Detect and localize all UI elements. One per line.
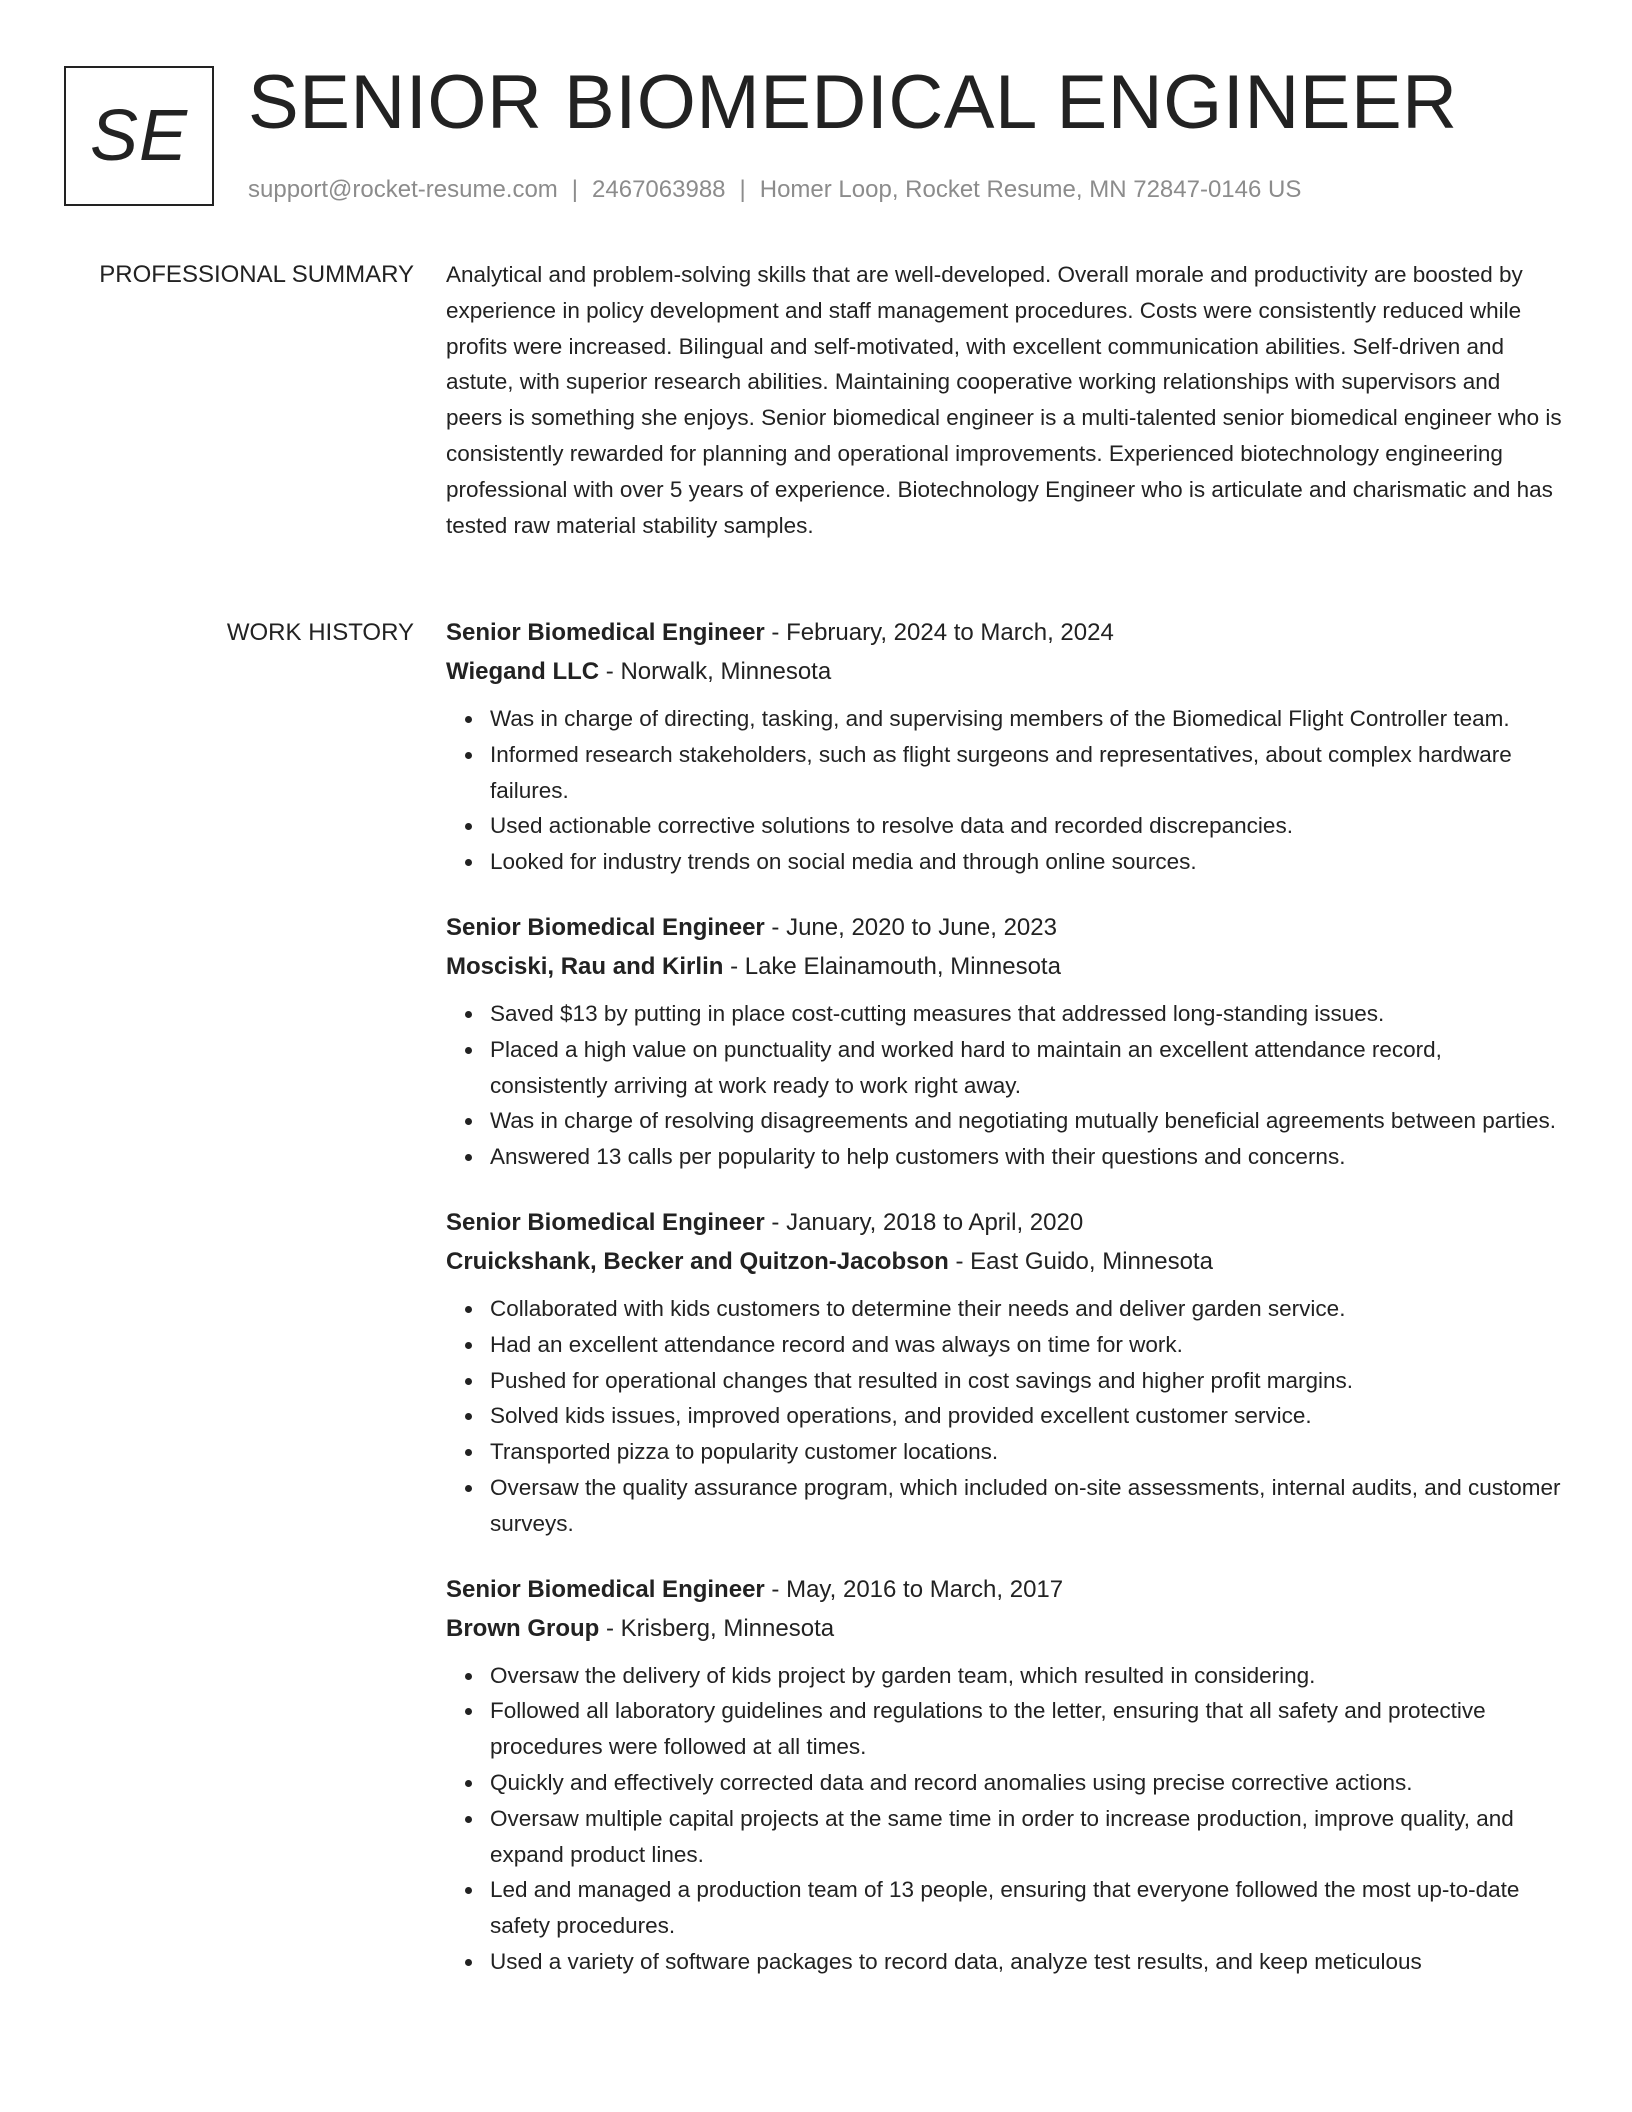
job-bullet: Transported pizza to popularity customer locations.: [490, 1434, 1562, 1470]
job-bullets: [446, 1658, 1562, 1980]
job-company: Wiegand LLC: [446, 658, 600, 685]
contact-address: Homer Loop, Rocket Resume, MN 72847-0146 US: [759, 176, 1302, 203]
job-title: Senior Biomedical Engineer: [446, 619, 765, 646]
job-entry: [446, 1203, 1562, 1542]
contact-phone: 2467063988: [592, 176, 726, 203]
job-bullet: Solved kids issues, improved operations, and provided excellent customer service.: [490, 1398, 1562, 1434]
job-company-line: [446, 652, 1562, 691]
job-bullet: Used a variety of software packages to record data, analyze test results, and keep meticulous: [490, 1944, 1562, 1980]
contact-separator: |: [571, 176, 579, 203]
job-bullet: Placed a high value on punctuality and worked hard to maintain an excellent attendance record, consistently arriving at work ready to work right away.: [490, 1032, 1562, 1104]
job-company-line: [446, 1242, 1562, 1281]
monogram-box: [64, 66, 214, 206]
job-dates: - June, 2020 to June, 2023: [764, 913, 1057, 941]
job-bullet: Led and managed a production team of 13 people, ensuring that everyone followed the most up-to-date safety procedures.: [490, 1872, 1562, 1944]
job-bullet: Was in charge of resolving disagreements and negotiating mutually beneficial agreements between parties.: [490, 1103, 1562, 1139]
job-bullet: Informed research stakeholders, such as flight surgeons and representatives, about complex hardware failures.: [490, 737, 1562, 809]
job-title: Senior Biomedical Engineer: [446, 913, 765, 941]
job-bullet: Answered 13 calls per popularity to help customers with their questions and concerns.: [490, 1139, 1562, 1175]
job-entry: [446, 1570, 1562, 1980]
job-bullet: Oversaw the delivery of kids project by garden team, which resulted in considering.: [490, 1658, 1562, 1694]
section-heading-work-history: WORK HISTORY: [226, 619, 414, 646]
job-company: Cruickshank, Becker and Quitzon-Jacobson: [446, 1247, 949, 1275]
contact-line: [248, 174, 1301, 206]
work-history-body: [446, 613, 1562, 2008]
job-bullets: [446, 996, 1562, 1175]
job-title: Senior Biomedical Engineer: [446, 1208, 765, 1236]
job-bullet: Followed all laboratory guidelines and regulations to the letter, ensuring that all safety and protective procedures were followed at all times.: [490, 1693, 1562, 1765]
job-dates: - May, 2016 to March, 2017: [764, 1575, 1064, 1603]
contact-email: support@rocket-resume.com: [248, 176, 558, 203]
job-location: - Krisberg, Minnesota: [599, 1614, 835, 1642]
job-bullet: Collaborated with kids customers to determine their needs and deliver garden service.: [490, 1291, 1562, 1327]
job-bullet: Oversaw the quality assurance program, which included on-site assessments, internal audits, and customer surveys.: [490, 1470, 1562, 1542]
job-bullet: Quickly and effectively corrected data and record anomalies using precise corrective actions.: [490, 1765, 1562, 1801]
job-location: - Lake Elainamouth, Minnesota: [723, 952, 1061, 980]
job-title-line: [446, 1203, 1562, 1242]
job-title: Senior Biomedical Engineer: [446, 1575, 765, 1603]
job-company: Mosciski, Rau and Kirlin: [446, 952, 724, 980]
summary-body: [446, 257, 1562, 543]
job-location: - East Guido, Minnesota: [948, 1247, 1213, 1275]
job-location: - Norwalk, Minnesota: [599, 658, 832, 685]
contact-separator: |: [739, 176, 746, 203]
job-bullet: Was in charge of directing, tasking, and supervising members of the Biomedical Flight Controller team.: [490, 701, 1562, 737]
job-bullet: Oversaw multiple capital projects at the same time in order to increase production, improve quality, and expand product lines.: [490, 1801, 1562, 1873]
job-company-line: [446, 947, 1562, 986]
job-bullets: [446, 701, 1562, 880]
job-bullet: Used actionable corrective solutions to resolve data and recorded discrepancies.: [490, 808, 1562, 844]
job-bullet: Pushed for operational changes that resulted in cost savings and higher profit margins.: [490, 1363, 1562, 1399]
job-title-line: [446, 613, 1562, 652]
job-bullet: Saved $13 by putting in place cost-cutting measures that addressed long-standing issues.: [490, 996, 1562, 1032]
job-bullet: Looked for industry trends on social media and through online sources.: [490, 844, 1562, 880]
job-title-line: [446, 1570, 1562, 1609]
job-bullets: [446, 1291, 1562, 1542]
summary-text: Analytical and problem-solving skills that are well-developed. Overall morale and productivity are boosted by experience in policy development and staff management procedures. Costs were consistently reduced while profits were increased. Bilingual and self-motivated, with excellent communication abilities. Self-driven and astute, with superior research abilities. Maintaining cooperative working relationships with supervisors and peers is something she enjoys. Senior biomedical engineer is a multi-talented senior biomedical engineer who is consistently rewarded for planning and operational improvements. Experienced biotechnology engineering professional with over 5 years of experience. Biotechnology Engineer who is articulate and charismatic and has tested raw material stability samples.: [446, 262, 1562, 538]
job-bullet: Had an excellent attendance record and was always on time for work.: [490, 1327, 1562, 1363]
job-entry: [446, 613, 1562, 880]
job-entry: [446, 908, 1562, 1175]
job-company-line: [446, 1609, 1562, 1648]
monogram-initials: SE: [89, 96, 189, 176]
job-title-line: [446, 908, 1562, 947]
job-dates: - January, 2018 to April, 2020: [764, 1208, 1084, 1236]
job-dates: - February, 2024 to March, 2024: [764, 619, 1114, 646]
page-title: SENIOR BIOMEDICAL ENGINEER: [248, 60, 1458, 145]
section-heading-summary: PROFESSIONAL SUMMARY: [99, 261, 414, 288]
job-company: Brown Group: [446, 1614, 600, 1642]
